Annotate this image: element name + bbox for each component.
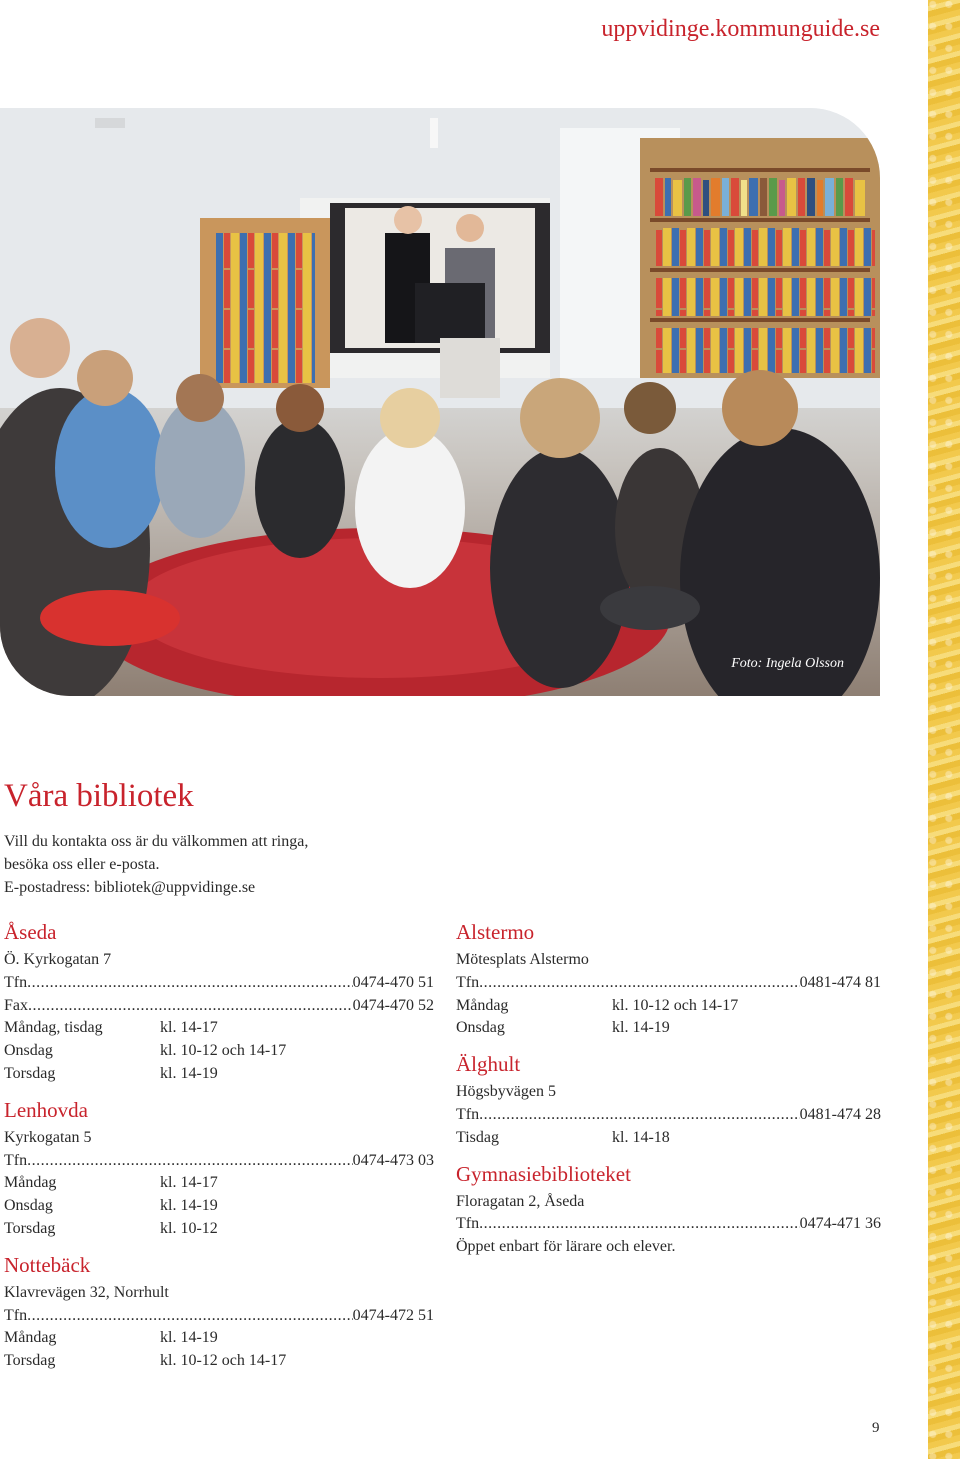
hours-time: kl. 14-19	[160, 1329, 218, 1347]
hours-row	[456, 1127, 881, 1150]
hours-day: Torsdag	[4, 1064, 56, 1082]
phone-row	[456, 1104, 881, 1127]
hours-row	[4, 1063, 434, 1086]
hours-row	[456, 1017, 881, 1040]
hours-row	[4, 1195, 434, 1218]
hours-day: Torsdag	[4, 1352, 56, 1370]
library-name: Gymnasiebiblioteket	[456, 1161, 631, 1186]
hours-day: Onsdag	[4, 1197, 53, 1215]
library-address: Klavrevägen 32, Norrhult	[4, 1283, 169, 1301]
site-url[interactable]: uppvidinge.kommunguide.se	[601, 16, 880, 42]
phone-number[interactable]: 0481-474 28	[799, 1105, 881, 1123]
hours-day: Måndag	[456, 996, 509, 1014]
hours-time: kl. 14-19	[160, 1197, 218, 1215]
hours-time: kl. 14-17	[160, 1174, 218, 1192]
hours-time: kl. 14-19	[612, 1019, 670, 1037]
phone-row	[456, 1213, 881, 1236]
library-nottebeck	[4, 1251, 434, 1373]
contact-label: Fax	[4, 996, 28, 1014]
library-alstermo	[456, 918, 881, 1040]
page-title: Våra bibliotek	[4, 778, 194, 814]
hours-row	[4, 1040, 434, 1063]
fax-row	[4, 995, 434, 1018]
phone-row	[4, 1305, 434, 1328]
library-aseda	[4, 918, 434, 1086]
contact-label: Tfn	[4, 973, 28, 991]
hours-time: kl. 10-12 och 14-17	[612, 996, 739, 1014]
hours-day: Onsdag	[4, 1042, 53, 1060]
photo-credit: Foto: Ingela Olsson	[731, 656, 844, 671]
hours-time: kl. 14-17	[160, 1019, 218, 1037]
library-address: Kyrkogatan 5	[4, 1128, 92, 1146]
hours-time: kl. 14-18	[612, 1128, 670, 1146]
hours-row	[4, 1172, 434, 1195]
contact-label: Tfn	[456, 1215, 480, 1233]
phone-number[interactable]: 0481-474 81	[799, 973, 881, 991]
intro-text	[4, 830, 308, 899]
hours-day: Måndag	[4, 1174, 57, 1192]
library-note: Öppet enbart för lärare och elever.	[456, 1238, 676, 1256]
hours-time: kl. 10-12 och 14-17	[160, 1042, 287, 1060]
hours-row	[4, 1350, 434, 1373]
library-name: Nottebäck	[4, 1252, 91, 1277]
phone-number[interactable]: 0474-471 36	[799, 1215, 881, 1233]
phone-row	[456, 972, 881, 995]
library-address: Floragatan 2, Åseda	[456, 1192, 585, 1210]
library-photo	[0, 108, 880, 696]
contact-label: Tfn	[456, 973, 480, 991]
hours-row	[4, 1017, 434, 1040]
phone-row	[4, 1150, 434, 1173]
library-address: Mötesplats Alstermo	[456, 951, 589, 968]
hours-time: kl. 10-12	[160, 1219, 218, 1237]
hours-day: Onsdag	[456, 1019, 505, 1037]
hours-day: Torsdag	[4, 1219, 56, 1237]
intro-line: besöka oss eller e-posta.	[4, 856, 160, 873]
page-number: 9	[872, 1420, 880, 1436]
library-name: Älghult	[456, 1052, 521, 1077]
fax-number: 0474-470 52	[352, 996, 434, 1014]
hours-day: Måndag, tisdag	[4, 1019, 103, 1037]
library-address: Högsbyvägen 5	[456, 1083, 556, 1101]
contact-label: Tfn	[456, 1105, 480, 1123]
library-name: Alstermo	[456, 920, 535, 944]
contact-label: Tfn	[4, 1306, 28, 1324]
hours-row	[4, 1327, 434, 1350]
contact-label: Tfn	[4, 1151, 28, 1169]
phone-number[interactable]: 0474-473 03	[352, 1151, 434, 1169]
library-lenhovda	[4, 1096, 434, 1241]
library-name: Åseda	[4, 920, 57, 944]
hours-time: kl. 10-12 och 14-17	[160, 1352, 287, 1370]
hours-row	[4, 1218, 434, 1241]
phone-row	[4, 972, 434, 995]
decorative-side-strip	[928, 0, 960, 1459]
library-gymnasiebiblioteket	[456, 1160, 881, 1259]
hours-time: kl. 14-19	[160, 1064, 218, 1082]
libraries-right-column	[456, 918, 881, 1269]
intro-line: E-postadress: bibliotek@uppvidinge.se	[4, 879, 256, 896]
libraries-left-column	[4, 918, 434, 1383]
intro-line: Vill du kontakta oss är du välkommen att ringa,	[4, 833, 309, 850]
hours-row	[456, 995, 881, 1018]
phone-number[interactable]: 0474-472 51	[352, 1306, 434, 1324]
phone-number[interactable]: 0474-470 51	[352, 973, 434, 991]
library-photo-illustration	[0, 108, 880, 696]
library-address: Ö. Kyrkogatan 7	[4, 951, 112, 968]
library-name: Lenhovda	[4, 1097, 88, 1122]
hours-day: Tisdag	[456, 1128, 499, 1146]
hours-day: Måndag	[4, 1329, 57, 1347]
library-alghult	[456, 1050, 881, 1149]
